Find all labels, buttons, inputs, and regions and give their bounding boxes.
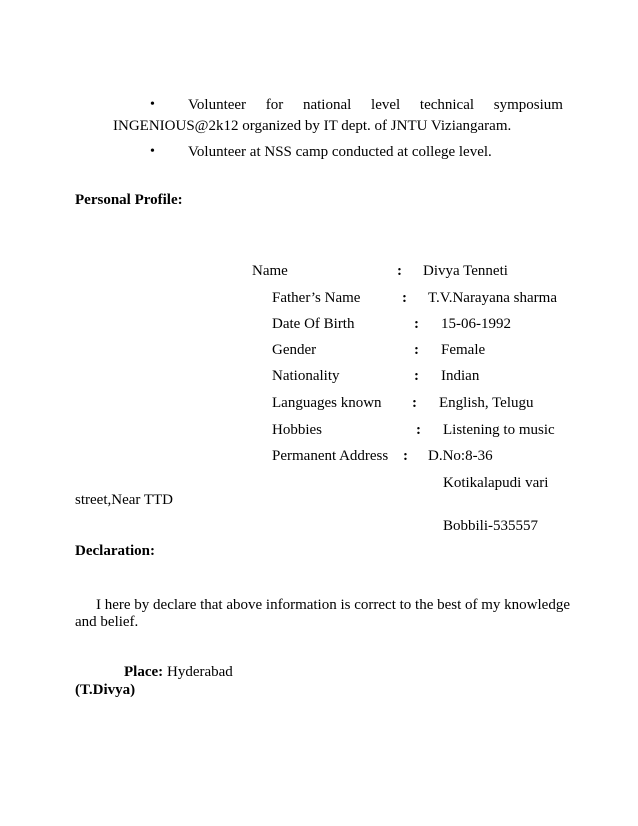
- profile-value-hobbies: Listening to music: [443, 422, 555, 438]
- profile-label-dob: Date Of Birth: [272, 316, 355, 332]
- profile-separator: :: [414, 342, 419, 358]
- activity-item-1-line-1: [188, 96, 563, 114]
- signature-name: (T.Divya): [75, 682, 136, 698]
- section-heading-declaration: Declaration:: [75, 543, 155, 559]
- activity-item-2: Volunteer at NSS camp conducted at college level.: [188, 144, 492, 160]
- profile-value-fathers-name: T.V.Narayana sharma: [428, 290, 557, 306]
- profile-label-gender: Gender: [272, 342, 317, 358]
- profile-separator: :: [416, 422, 421, 438]
- word: symposium: [493, 97, 563, 113]
- profile-separator: :: [402, 290, 407, 306]
- profile-separator: :: [414, 368, 419, 384]
- profile-label-fathers-name: Father’s Name: [272, 290, 361, 306]
- address-line-4: Bobbili-535557: [443, 518, 539, 534]
- profile-label-hobbies: Hobbies: [272, 422, 322, 438]
- activity-item-1-line-2: INGENIOUS@2k12 organized by IT dept. of JNTU Viziangaram.: [113, 118, 512, 134]
- word: technical: [419, 97, 475, 113]
- profile-value-address: D.No:8-36: [428, 448, 493, 464]
- profile-label-name: Name: [252, 263, 288, 279]
- place-label: Place:: [124, 664, 164, 680]
- address-line-2: Kotikalapudi vari: [443, 475, 549, 491]
- profile-separator: :: [403, 448, 408, 464]
- address-line-3: street,Near TTD: [75, 492, 174, 508]
- profile-value-name: Divya Tenneti: [423, 263, 508, 279]
- profile-separator: :: [397, 263, 402, 279]
- word: level: [371, 97, 401, 113]
- word: national: [302, 97, 352, 113]
- profile-value-nationality: Indian: [441, 368, 480, 384]
- place-value: Hyderabad: [167, 664, 233, 680]
- profile-value-dob: 15-06-1992: [441, 316, 511, 332]
- declaration-text-line-2: and belief.: [75, 614, 139, 630]
- profile-label-nationality: Nationality: [272, 368, 340, 384]
- profile-label-languages: Languages known: [272, 395, 382, 411]
- bullet-icon: •: [150, 97, 155, 112]
- profile-separator: :: [414, 316, 419, 332]
- profile-value-gender: Female: [441, 342, 486, 358]
- profile-label-address: Permanent Address: [272, 448, 389, 464]
- declaration-text-line-1: I here by declare that above information is correct to the best of my knowledge: [96, 597, 570, 613]
- section-heading-personal-profile: Personal Profile:: [75, 192, 183, 208]
- bullet-icon: •: [150, 144, 155, 159]
- profile-value-languages: English, Telugu: [439, 395, 534, 411]
- word: for: [265, 97, 284, 113]
- word: Volunteer: [188, 97, 247, 113]
- profile-separator: :: [412, 395, 417, 411]
